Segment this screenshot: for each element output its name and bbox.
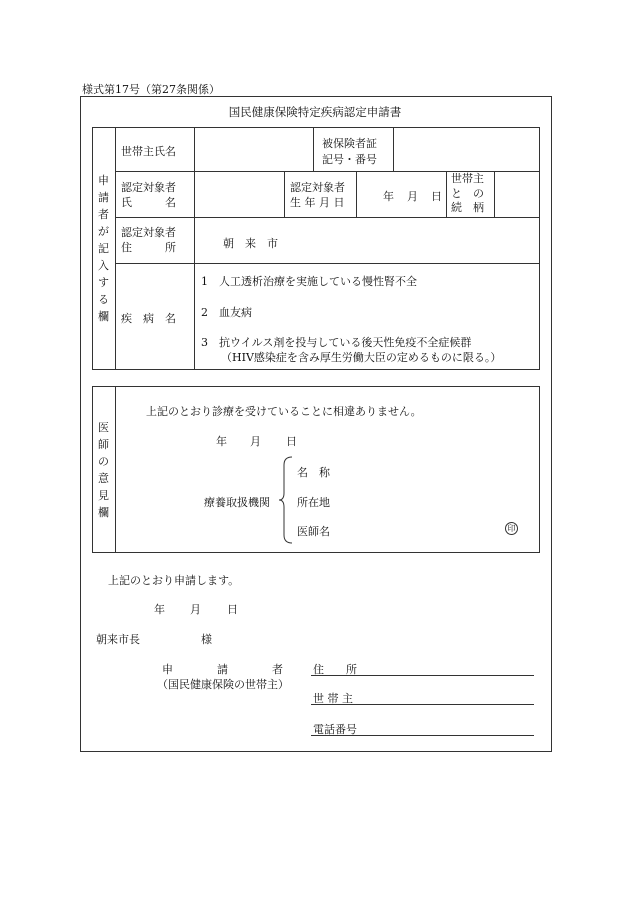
form-title: 国民健康保険特定疾病認定申請書 xyxy=(228,105,402,119)
institution-location-field[interactable] xyxy=(340,490,520,510)
relation-label: 世帯主 と の 続 柄 xyxy=(451,172,484,214)
relation-field[interactable] xyxy=(495,172,539,216)
doctor-month-unit: 月 xyxy=(250,435,261,448)
birth-month-unit: 月 xyxy=(407,190,418,203)
target-address-label: 認定対象者 住 所 xyxy=(121,226,176,254)
doctor-year-unit: 年 xyxy=(216,435,227,448)
addressee: 朝来市長 xyxy=(96,633,140,646)
applicant-phone-label: 電話番号 xyxy=(313,723,357,736)
applicant-address-label: 住 所 xyxy=(313,663,357,676)
insured-card-label: 被保険者証 記号・番号 xyxy=(322,137,377,166)
seal-icon: 印 xyxy=(505,522,518,535)
request-month-unit: 月 xyxy=(190,603,201,616)
applicant-sub-label: （国民健康保険の世帯主） xyxy=(157,678,289,691)
form-number: 様式第17号（第27条関係） xyxy=(82,83,220,96)
disease-option-2[interactable]: 2 血友病 xyxy=(201,306,252,319)
institution-name-field[interactable] xyxy=(340,460,520,480)
insured-card-number-field[interactable] xyxy=(394,128,539,170)
householder-name-field[interactable] xyxy=(195,128,312,170)
institution-name-label: 名 称 xyxy=(297,466,330,479)
disease-label: 疾 病 名 xyxy=(121,312,176,325)
doctor-side-label: 医 師 の 意 見 欄 xyxy=(98,420,109,519)
institution-label: 療養取扱機関 xyxy=(204,496,270,509)
request-day-unit: 日 xyxy=(227,603,238,616)
target-birth-label: 認定対象者 生 年 月 日 xyxy=(290,181,345,209)
honorific: 様 xyxy=(201,633,212,646)
applicant-householder-field[interactable] xyxy=(311,687,534,705)
disease-option-1[interactable]: 1 人工透析治療を実施している慢性腎不全 xyxy=(201,275,417,288)
householder-name-label: 世帯主氏名 xyxy=(121,145,176,158)
applicant-householder-label: 世 帯 主 xyxy=(313,692,353,705)
disease-option-3[interactable]: 3 抗ウイルス剤を投与している後天性免疫不全症候群 xyxy=(201,336,472,349)
birth-year-unit: 年 xyxy=(383,190,394,203)
applicant-phone-field[interactable] xyxy=(311,718,534,736)
request-year-unit: 年 xyxy=(154,603,165,616)
doctor-day-unit: 日 xyxy=(286,435,297,448)
applicant-label: 申 請 者 xyxy=(162,663,283,676)
applicant-side-label: 申 請 者 が 記 入 す る 欄 xyxy=(98,174,109,323)
institution-location-label: 所在地 xyxy=(297,496,330,509)
address-value[interactable]: 朝 来 市 xyxy=(223,237,278,250)
applicant-address-field[interactable] xyxy=(311,658,534,676)
request-date-field[interactable] xyxy=(120,597,240,617)
birth-day-unit: 日 xyxy=(431,190,442,203)
brace-icon xyxy=(278,455,294,545)
doctor-name-field[interactable] xyxy=(340,519,500,539)
doctor-date-field[interactable] xyxy=(180,428,300,448)
disease-note: （HIV感染症を含み厚生労働大臣の定めるものに限る。） xyxy=(221,351,502,364)
doctor-name-label: 医師名 xyxy=(297,525,330,538)
target-name-label: 認定対象者 氏 名 xyxy=(121,181,176,209)
request-text: 上記のとおり申請します。 xyxy=(108,574,240,587)
target-name-field[interactable] xyxy=(195,172,283,216)
doctor-statement: 上記のとおり診療を受けていることに相違ありません。 xyxy=(146,405,422,418)
